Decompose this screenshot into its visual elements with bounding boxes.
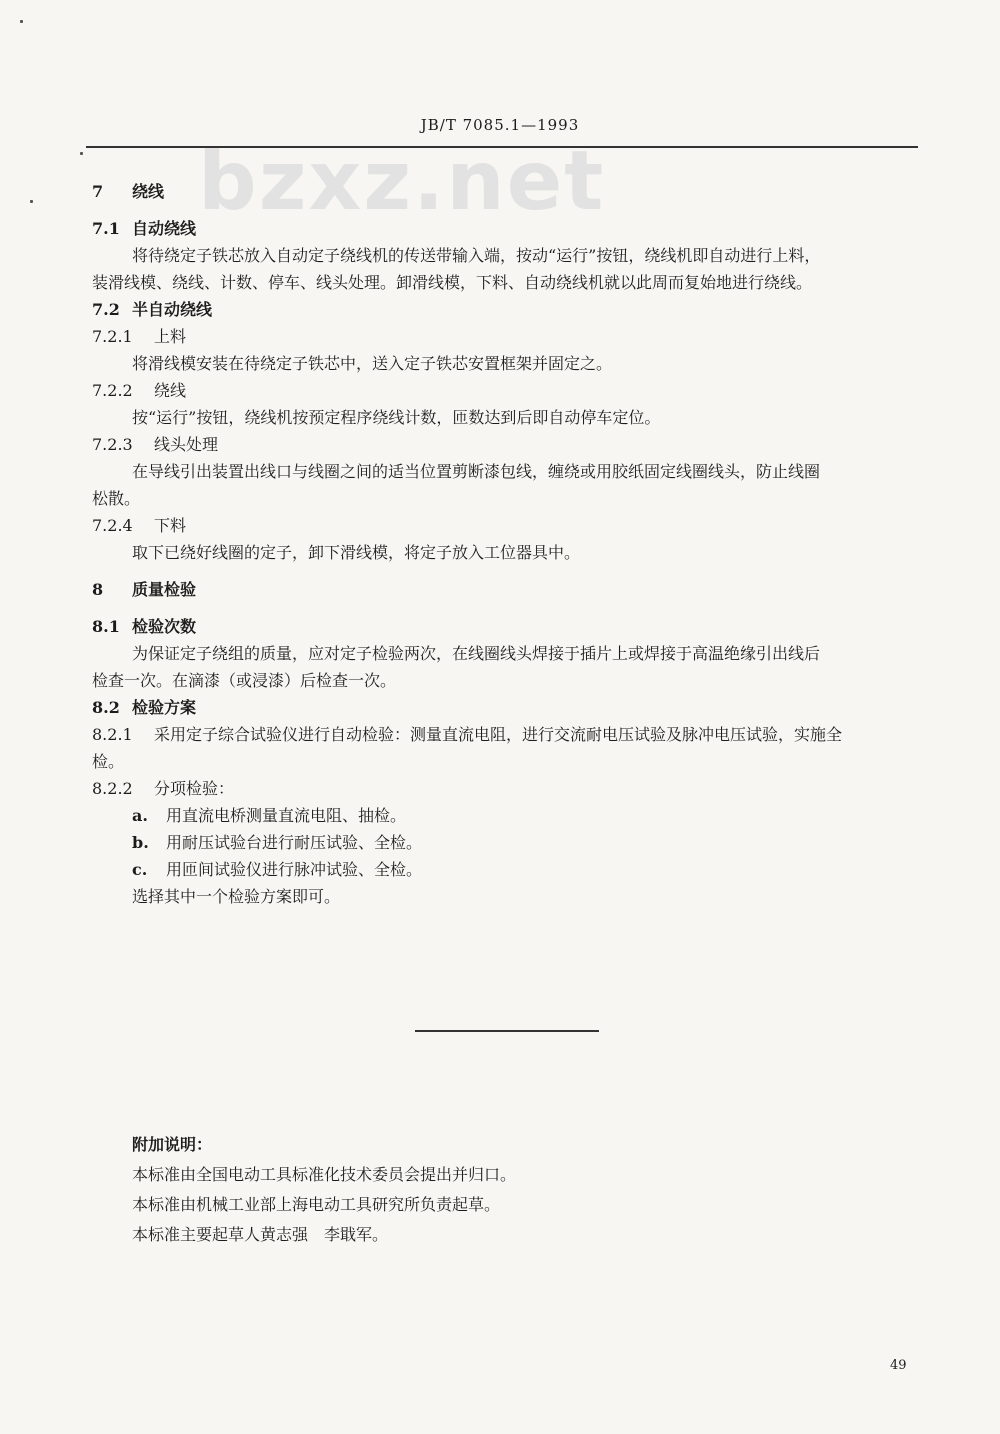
body-content	[92, 178, 920, 910]
section-7-2-2-heading	[92, 377, 920, 404]
section-7-heading	[92, 178, 920, 205]
paragraph-line: 将滑线模安装在待绕定子铁芯中，送入定子铁芯安置框架并固定之。	[132, 354, 613, 373]
section-title: 分项检验：	[154, 779, 235, 798]
section-number: 8	[92, 580, 104, 599]
paragraph-line: 为保证定子绕组的质量，应对定子检验两次，在线圈线头焊接于插片上或焊接于高温绝缘引出线后	[132, 644, 821, 663]
section-number: 7.2.2	[92, 381, 133, 400]
paragraph-text: 采用定子综合试验仪进行自动检验：测量直流电阻，进行交流耐电压试验及脉冲电压试验，实施全	[154, 725, 843, 744]
notes-line: 本标准由机械工业部上海电动工具研究所负责起草。	[132, 1195, 501, 1214]
section-8-2-1-line	[92, 721, 920, 748]
section-title: 质量检验	[132, 580, 197, 599]
additional-notes	[132, 1130, 516, 1250]
notes-title: 附加说明：	[132, 1135, 213, 1154]
section-number: 7.2.4	[92, 516, 133, 535]
section-title: 半自动绕线	[132, 300, 213, 319]
section-7-2-heading	[92, 296, 920, 323]
section-number: 7	[92, 182, 104, 201]
section-number: 7.1	[92, 219, 120, 238]
section-title: 线头处理	[154, 435, 219, 454]
section-number: 7.2.3	[92, 435, 133, 454]
section-title: 上料	[154, 327, 187, 346]
list-item-label: c.	[132, 860, 148, 879]
notes-line: 本标准主要起草人黄志强 李戢军。	[132, 1225, 389, 1244]
list-item-text: 用匝间试验仪进行脉冲试验、全检。	[166, 860, 423, 879]
list-item-text: 用直流电桥测量直流电阻、抽检。	[166, 806, 407, 825]
section-title: 检验方案	[132, 698, 197, 717]
paragraph-line: 检。	[92, 752, 125, 771]
section-7-1-heading	[92, 215, 920, 242]
paragraph-line: 松散。	[92, 489, 141, 508]
watermark: bzxz.net	[198, 134, 606, 229]
notes-line: 本标准由全国电动工具标准化技术委员会提出并归口。	[132, 1165, 517, 1184]
header-rule	[86, 146, 918, 148]
list-item-text: 用耐压试验台进行耐压试验、全检。	[166, 833, 423, 852]
section-title: 检验次数	[132, 617, 197, 636]
section-title: 自动绕线	[132, 219, 197, 238]
closing-sentence: 选择其中一个检验方案即可。	[132, 887, 341, 906]
section-8-2-2-heading	[92, 775, 920, 802]
section-7-2-4-heading	[92, 512, 920, 539]
scan-speck	[30, 200, 33, 203]
section-7-2-3-heading	[92, 431, 920, 458]
section-8-1-heading	[92, 613, 920, 640]
list-item-label: a.	[132, 806, 148, 825]
document-number: JB/T 7085.1—1993	[420, 116, 580, 134]
paragraph-line: 取下已绕好线圈的定子，卸下滑线模，将定子放入工位器具中。	[132, 543, 581, 562]
scan-speck	[20, 20, 23, 23]
page-number: 49	[890, 1358, 907, 1373]
paragraph-line: 检查一次。在滴漆（或浸漆）后检查一次。	[92, 671, 397, 690]
list-item	[92, 829, 920, 856]
end-rule	[415, 1030, 599, 1032]
list-item-label: b.	[132, 833, 149, 852]
section-number: 8.2.2	[92, 779, 133, 798]
section-number: 7.2	[92, 300, 120, 319]
section-8-2-heading	[92, 694, 920, 721]
section-7-2-1-heading	[92, 323, 920, 350]
paragraph-line: 按“运行”按钮，绕线机按预定程序绕线计数，匝数达到后即自动停车定位。	[132, 408, 661, 427]
list-item	[92, 856, 920, 883]
section-number: 7.2.1	[92, 327, 133, 346]
section-title: 绕线	[154, 381, 187, 400]
section-title: 绕线	[132, 182, 165, 201]
paragraph-line: 装滑线模、绕线、计数、停车、线头处理。卸滑线模，下料、自动绕线机就以此周而复始地进行绕线。	[92, 273, 813, 292]
section-number: 8.1	[92, 617, 120, 636]
scan-speck	[80, 152, 83, 155]
section-number: 8.2	[92, 698, 120, 717]
paragraph-line: 将待绕定子铁芯放入自动定子绕线机的传送带输入端，按动“运行”按钮，绕线机即自动进行上料，	[132, 246, 821, 265]
section-number: 8.2.1	[92, 725, 133, 744]
section-8-heading	[92, 576, 920, 603]
list-item	[92, 802, 920, 829]
section-title: 下料	[154, 516, 187, 535]
paragraph-line: 在导线引出装置出线口与线圈之间的适当位置剪断漆包线，缠绕或用胶纸固定线圈线头，防止线圈	[132, 462, 821, 481]
